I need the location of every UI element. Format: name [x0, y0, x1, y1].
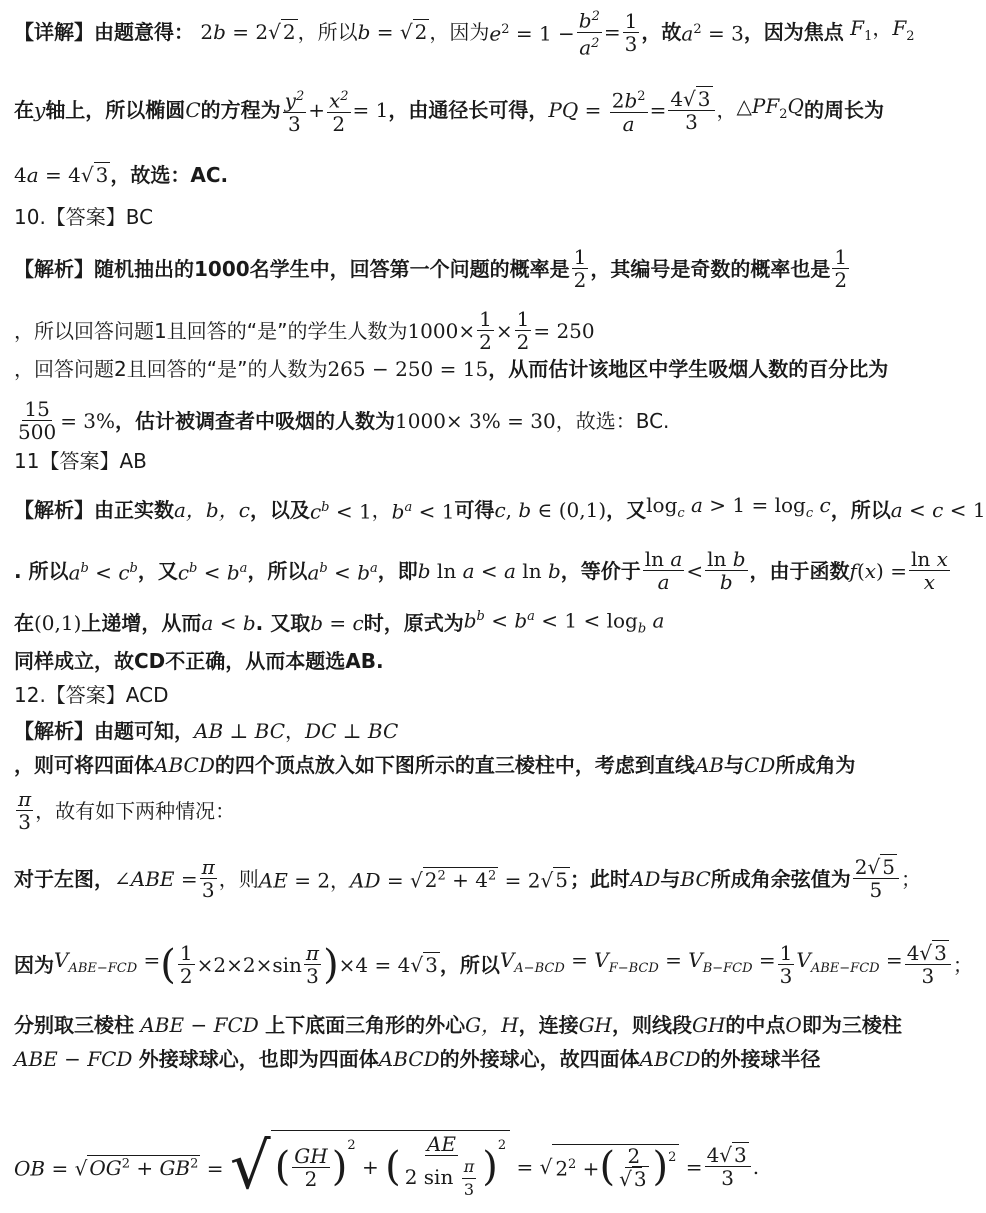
fraction: $\frac{4√ 3}{3}$ [905, 942, 951, 987]
math: = [578, 98, 608, 123]
math: ABE − FCD [134, 1013, 266, 1037]
math: G，H [465, 1013, 519, 1037]
math: = 250 [533, 318, 595, 343]
math: BC [367, 719, 399, 743]
math: 1000× [407, 318, 476, 343]
detail-line-3 [14, 162, 905, 188]
analysis-11-line-4 [14, 648, 905, 674]
analysis-tag: 【解析】 [14, 497, 94, 522]
analysis-text: ，回答问题2且回答的“是”的人数为 [14, 357, 328, 381]
math: ⊥ [336, 719, 368, 743]
analysis-12-line-1 [14, 718, 905, 744]
analysis-text: 上递增，从而 [81, 611, 202, 636]
analysis-text: 由题可知， [94, 719, 194, 743]
fraction: $\frac{15}{500}$ [18, 397, 57, 444]
math: $b^a < 1$ [391, 499, 455, 524]
fraction: $\frac{b^2}{a^2}$ [577, 6, 602, 58]
math: $F_1$，$F_2$ [850, 15, 915, 44]
math: $V_{ABE-FCD}$ = [796, 948, 903, 976]
math: 1000× 3% = 30 [395, 408, 556, 433]
analysis-text: ，所以 [247, 558, 308, 583]
math: a，b，c [174, 497, 250, 522]
fraction: $\frac{1}{3}$ [779, 941, 793, 988]
analysis-text: 的四个顶点放入如下图所示的直三棱柱中，考虑到直线 [214, 753, 695, 777]
analysis-text: ，其编号是奇数的概率也是 [590, 256, 831, 281]
analysis-text: ，所以 [830, 497, 891, 522]
analysis-11-line-1 [14, 492, 986, 527]
math: $e^2 = 1$ − [489, 21, 575, 46]
answer-label: 10.【答案】BC [14, 205, 154, 229]
math: ) [331, 1144, 348, 1190]
analysis-text: 由正实数 [94, 497, 174, 522]
analysis-12-line-2 [14, 752, 905, 778]
fraction: $\frac{\pi}{3}$ [201, 855, 215, 902]
analysis-11-line-3 [14, 604, 905, 643]
math: BC [254, 719, 286, 743]
analysis-text: ，则线段 [612, 1013, 692, 1037]
math: f(x) = [849, 558, 907, 583]
math: GH [692, 1013, 726, 1037]
math: AB [194, 719, 224, 743]
detail-text: 在 [14, 98, 34, 123]
analysis-11-line-2 [14, 547, 948, 594]
math: DC [305, 719, 337, 743]
answer-label: 11【答案】AB [14, 449, 147, 473]
math: AB [694, 753, 724, 777]
math: = 3% [60, 408, 116, 433]
math: PQ [548, 98, 579, 123]
detail-text: 的方程为 [200, 98, 281, 123]
analysis-text: . 所以 [14, 558, 69, 583]
math: ABCD [154, 753, 215, 777]
analysis-text: 时，原式为 [363, 611, 464, 636]
math: AD [629, 866, 661, 891]
fraction: $\frac{4√ 3}{3}$ [668, 88, 714, 133]
fraction: $\frac{1}{2}$ [516, 307, 530, 354]
math: ( [599, 1144, 616, 1190]
analysis-10-line-3 [14, 356, 905, 382]
math: = [679, 1154, 703, 1179]
math: + [355, 1155, 386, 1179]
fraction: $\frac{1}{2}$ [179, 941, 193, 988]
answer-11 [14, 448, 905, 474]
math: ) [482, 1144, 498, 1190]
detail-line-1 [14, 6, 915, 60]
math: = [603, 20, 621, 45]
fraction: $\frac{1}{2}$ [834, 245, 848, 292]
math: ) [323, 941, 339, 988]
analysis-12-formula [14, 1130, 905, 1203]
analysis-text: 上下底面三角形的外心 [265, 1013, 466, 1037]
analysis-text: ，则可将四面体 [14, 753, 154, 777]
analysis-tag: 【解析】 [14, 256, 94, 281]
fraction: $\frac{2√ 5}{5}$ [853, 856, 899, 901]
analysis-text: ，由于函数 [749, 558, 850, 583]
analysis-text: 分别取三棱柱 [14, 1013, 134, 1037]
math: $2^2$ + [555, 1156, 600, 1181]
math: = √ [510, 1154, 553, 1179]
analysis-text: . 又取 [255, 611, 311, 636]
analysis-text: ，故有如下两种情况： [35, 798, 236, 823]
analysis-text: ，连接 [518, 1013, 579, 1037]
math: 2b = 2√ 2 [194, 20, 296, 45]
fraction: $\frac{GH}{2}$ [294, 1143, 328, 1191]
math: + [308, 98, 325, 123]
analysis-text: 所成角为 [775, 753, 856, 777]
detail-text: ，故 [641, 20, 682, 45]
detail-text: ，由通径长可得， [388, 98, 549, 123]
math: < [686, 558, 704, 583]
math: ( [274, 1144, 291, 1190]
math: $\triangle PF_2Q$ [736, 93, 804, 122]
analysis-12-line-6 [14, 1012, 905, 1038]
math: $a^2 = 3$ [681, 21, 744, 46]
math: OB = √ $OG^2 + GB^2$ = [14, 1156, 230, 1181]
detail-text: ， [716, 98, 737, 123]
math: O [785, 1013, 802, 1037]
radicand: $2^2$ + ( $\frac{2}{√ 3}$ ) $^2$ [552, 1144, 679, 1190]
fraction: $\frac{2}{√ 3}$ [619, 1143, 647, 1191]
analysis-text: 即为三棱柱 [801, 1013, 902, 1037]
math: ABCD [639, 1047, 701, 1071]
detail-text: ，因为焦点 [743, 20, 844, 45]
analysis-text: 在 [14, 611, 34, 636]
math: $a^b < b^a$ [307, 560, 378, 585]
math: ( [160, 941, 176, 988]
fraction: $\frac{\pi}{3}$ [305, 941, 320, 988]
fraction: AE 2 sin $\frac{\pi}{3}$ [404, 1132, 475, 1199]
math: $b^b < b^a < 1 < \log_b a$ [463, 608, 665, 637]
math: = [649, 98, 667, 123]
analysis-text: ，即 [377, 558, 418, 583]
math: × [495, 318, 513, 343]
analysis-text: ，以及 [249, 497, 310, 522]
detail-text: ，所以 [297, 20, 358, 45]
fraction: $\frac{\text{ln b}}{b}$ [707, 547, 746, 594]
math: = 1 [352, 98, 389, 123]
detail-text: ，故选：AC. [110, 163, 229, 187]
detail-text: 的周长为 [803, 98, 884, 123]
math: $c^b < b^a$ [177, 560, 248, 585]
sqrt-sign: √ [229, 1129, 271, 1204]
analysis-10-line-1 [14, 246, 905, 291]
math: y [34, 98, 46, 123]
detail-text: 轴上，所以椭圆 [45, 98, 186, 123]
math: ×4 = 4√ 3 [338, 952, 438, 977]
analysis-text: ，等价于 [560, 558, 641, 583]
analysis-text: ，又 [606, 497, 647, 522]
fraction: $\frac{y^2}{3}$ [283, 86, 307, 135]
analysis-text: 所成角余弦值为 [710, 866, 851, 891]
analysis-12-line-7 [14, 1046, 905, 1072]
math: a < c < 1 [890, 497, 986, 522]
analysis-text: 的中点 [725, 1013, 786, 1037]
analysis-text: 对于左图， [14, 866, 114, 891]
detail-line-2 [14, 86, 905, 135]
math: 4a = 4√ 3 [14, 163, 109, 187]
detail-text: 由题意得： [94, 20, 194, 45]
fraction: $\frac{\text{ln a}}{a}$ [644, 547, 683, 594]
math: ， [285, 719, 306, 743]
analysis-text: 外接球球心，也即为四面体 [138, 1047, 379, 1071]
math: a < b [201, 611, 256, 636]
fraction: $\frac{1}{3}$ [624, 8, 638, 56]
fraction: $\frac{1}{2}$ [479, 307, 492, 354]
analysis-text: ，又 [137, 558, 178, 583]
analysis-text: 随机抽出的1000名学生中，回答第一个问题的概率是 [94, 256, 570, 281]
analysis-text: 与 [660, 866, 681, 891]
math: AE = 2，AD = √ $2^2 + 4^2 = 2√$ 5 [258, 868, 568, 893]
math: . [752, 1154, 760, 1179]
math: $c^b < 1$ [309, 499, 372, 524]
analysis-text: 的外接球心，故四面体 [439, 1047, 640, 1071]
analysis-text: ，所以 [439, 952, 500, 977]
fraction: $\frac{4√ 3}{3}$ [705, 1144, 751, 1189]
math: $a^b < c^b$ [68, 560, 138, 585]
math: ( [385, 1144, 401, 1190]
math: BC [680, 866, 711, 891]
analysis-text: ，则 [218, 866, 259, 891]
analysis-12-line-5 [14, 941, 973, 988]
detail-text: ，因为 [429, 20, 490, 45]
analysis-text: ，故选：BC. [555, 408, 670, 433]
math: b = c [310, 611, 364, 636]
analysis-text: ，所以回答问题1且回答的“是”的学生人数为 [14, 318, 408, 343]
math: $V_{ABE-FCD}$ = [54, 948, 161, 976]
analysis-text: ，从而估计该地区中学生吸烟人数的百分比为 [488, 357, 889, 381]
math: ⊥ [223, 719, 255, 743]
math: (0,1) [34, 611, 82, 636]
math: ×2×2×sin [196, 952, 302, 977]
math: ) [652, 1144, 669, 1190]
semicolon: ； [901, 866, 921, 891]
analysis-text: 同样成立，故CD不正确，从而本题选AB. [14, 649, 384, 673]
math: b ln a < a ln b [417, 558, 561, 583]
analysis-10-line-2 [14, 308, 905, 353]
math: $V_{A-BCD} = V_{F-BCD} = V_{B-FCD}$ = [499, 948, 776, 976]
analysis-text: 与 [724, 753, 744, 777]
detail-tag: 【详解】 [14, 20, 94, 45]
fraction: $\frac{1}{2}$ [573, 245, 587, 292]
math: GH [578, 1013, 612, 1037]
math: C [185, 98, 201, 123]
math: ABE − FCD [14, 1047, 139, 1071]
fraction: $\frac{2b^2}{a}$ [610, 86, 648, 135]
analysis-tag: 【解析】 [14, 719, 94, 743]
analysis-text: 的外接球半径 [700, 1047, 821, 1071]
fraction: $\frac{\pi}{3}$ [18, 787, 32, 834]
radicand: ( $\frac{GH}{2}$ ) $^2$ + ( AE 2 sin $\frac{\pi}{3}$ ) $^2$ [271, 1130, 510, 1203]
math: $\log_c a > 1 = \log_c c$ [646, 493, 831, 521]
analysis-12-line-3 [14, 788, 905, 833]
analysis-text: ， [371, 497, 392, 522]
math: ∠ABE = [114, 866, 198, 891]
fraction: $\frac{\text{ln x}}{x}$ [910, 547, 948, 594]
analysis-text: ；此时 [569, 866, 630, 891]
analysis-text: 因为 [14, 952, 54, 977]
semicolon: ； [952, 952, 973, 977]
math: b = √ 2 [357, 20, 428, 45]
math: 265 − 250 = 15 [327, 357, 489, 381]
fraction: $\frac{x^2}{2}$ [327, 86, 351, 135]
analysis-12-line-4 [14, 855, 921, 902]
analysis-10-line-4 [14, 398, 905, 443]
analysis-text: 可得 [454, 497, 495, 522]
answer-label: 12.【答案】ACD [14, 683, 169, 707]
math: ABCD [378, 1047, 440, 1071]
math: c, b ∈ (0,1) [494, 497, 607, 522]
math: CD [744, 753, 776, 777]
analysis-text: ，估计被调查者中吸烟的人数为 [115, 408, 396, 433]
answer-12 [14, 682, 905, 708]
answer-10 [14, 204, 905, 230]
